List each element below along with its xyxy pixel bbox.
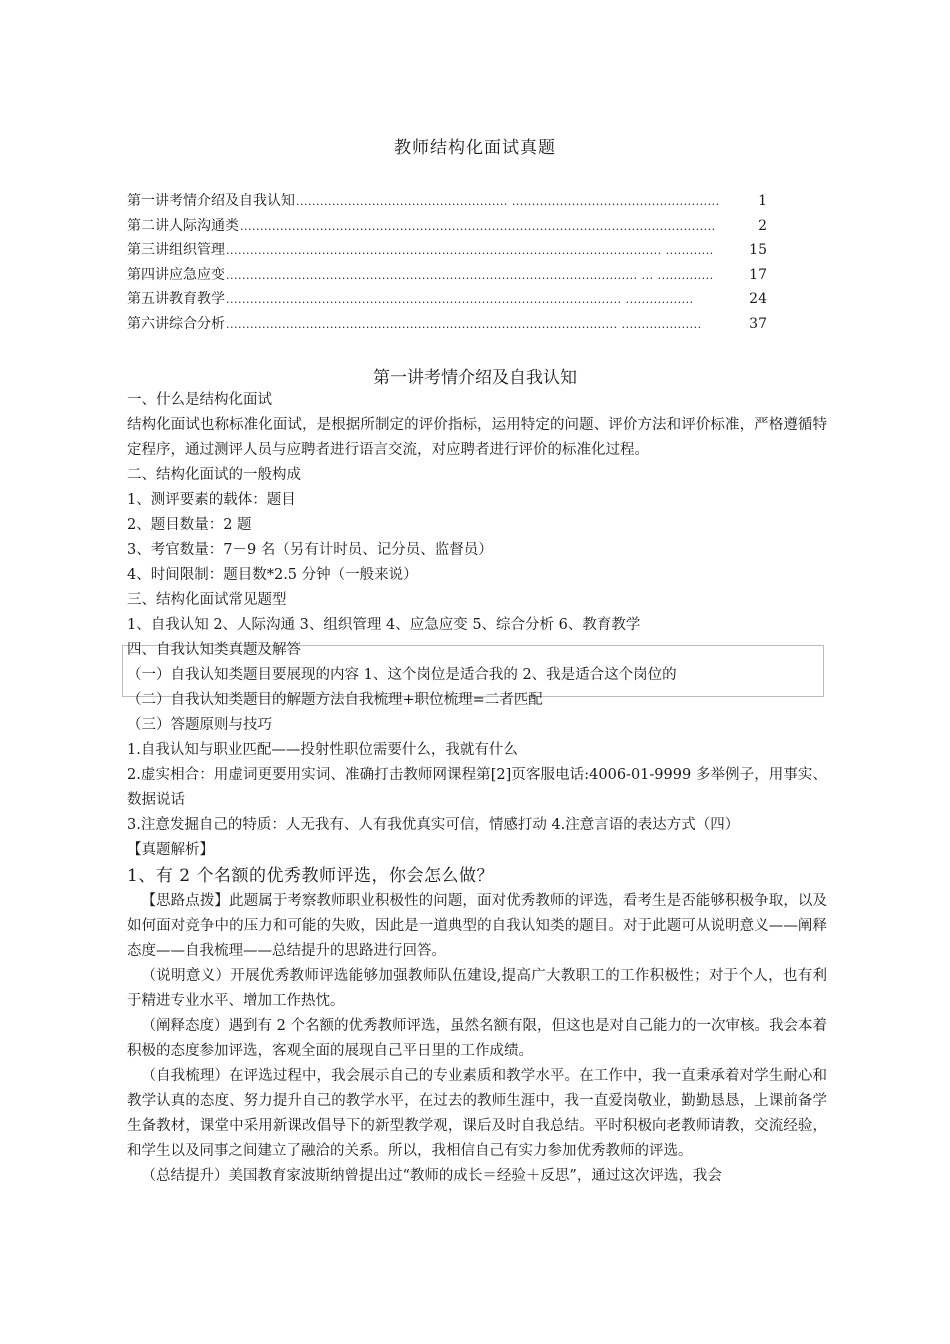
toc-page-number: 17	[749, 266, 767, 283]
toc-entry-label: 第二讲人际沟通类	[127, 217, 239, 234]
rule-1: 1.自我认知与职业匹配——投射性职位需要什么，我就有什么	[127, 742, 518, 758]
answer-paragraph: （阐释态度）遇到有 2 个名额的优秀教师评选，虽然名额有限，但这也是对自己能力的一次审核。我会本着积极的态度参加评选，客观全面的展现自己平日里的工作成绩。	[127, 1018, 827, 1059]
subsection-1: （一）自我认知类题目要展现的内容 1、这个岗位是适合我的 2、我是适合这个岗位的	[127, 667, 677, 683]
list-item: 1、测评要素的载体：题目	[127, 492, 296, 508]
answer-paragraph: （总结提升）美国教育家波斯纳曾提出过“教师的成长＝经验＋反思”，通过这次评选，我会	[141, 1168, 722, 1184]
question-types: 1、自我认知 2、人际沟通 3、组织管理 4、应急应变 5、综合分析 6、教育教学	[127, 617, 641, 633]
toc-page-number: 24	[749, 291, 767, 307]
section-title: 第一讲考情介绍及自我认知	[373, 368, 577, 388]
answer-paragraph: （说明意义）开展优秀教师评选能够加强教师队伍建设,提高广大教职工的工作积极性；对于个人，也有利于精进专业水平、增加工作热忱。	[127, 968, 827, 1009]
heading-4: 四、自我认知类真题及解答	[127, 642, 301, 658]
list-item: 3、考官数量：7－9 名（另有计时员、记分员、监督员）	[127, 542, 493, 558]
paragraph-definition: 结构化面试也称标准化面试，是根据所制定的评价指标，运用特定的问题、评价方法和评价标准，严格遵循特定程序，通过测评人员与应聘者进行语言交流，对应聘者进行评价的标准化过程。	[127, 417, 827, 458]
toc-entry[interactable]	[127, 313, 767, 338]
document-title: 教师结构化面试真题	[394, 138, 556, 158]
toc-entry[interactable]	[127, 239, 767, 264]
heading-1: 一、什么是结构化面试	[127, 392, 272, 408]
toc-entry-label: 第四讲应急应变	[127, 266, 225, 283]
analysis-heading: 【真题解析】	[127, 842, 214, 858]
toc-page-number: 2	[758, 217, 767, 234]
toc-leader-dots: ................................................................................................... .................	[226, 293, 694, 306]
subsection-3: （三）答题原则与技巧	[127, 717, 272, 733]
rule-2: 2.虚实相合：用虚词更要用实词、准确打击教师网课程第[2]页客服电话:4006-01-9999 多举例子，用事实、数据说话	[127, 767, 827, 808]
table-of-contents	[127, 190, 767, 337]
toc-entry-label: 第三讲组织管理	[127, 242, 225, 258]
toc-leader-dots: .......................................................................................................................	[240, 219, 716, 233]
section-body	[127, 388, 827, 1189]
toc-leader-dots: .................................................................................................. ....................	[226, 317, 702, 331]
toc-page-number: 1	[758, 193, 767, 209]
toc-entry-label: 第五讲教育教学	[127, 291, 225, 307]
toc-entry[interactable]	[127, 190, 767, 215]
answer-paragraph: （自我梳理）在评选过程中，我会展示自己的专业素质和教学水平。在工作中，我一直秉承着对学生耐心和教学认真的态度、努力提升自己的教学水平，在过去的教师生涯中，我一直爱岗敬业，勤勤恳恳，上课前备学生备教材，课堂中采用新课改倡导下的新型教学观，课后及时自我总结。平时积极向老教师请教，交流经验，和学生以及同事之间建立了融洽的关系。所以，我相信自己有实力参加优秀教师的评选。	[127, 1068, 827, 1159]
heading-3: 三、结构化面试常见题型	[127, 592, 287, 608]
rule-3: 3.注意发掘自己的特质：人无我有、人有我优真实可信，情感打动 4.注意言语的表达方式（四）	[127, 817, 740, 833]
answer-paragraph: 【思路点拨】此题属于考察教师职业积极性的问题，面对优秀教师的评选，看考生是否能够积极争取，以及如何面对竞争中的压力和可能的失败，因此是一道典型的自我认知类的题目。对于此题可从说明意义——阐释态度——自我梳理——总结提升的思路进行回答。	[127, 893, 827, 959]
heading-2: 二、结构化面试的一般构成	[127, 467, 301, 483]
toc-page-number: 15	[749, 242, 767, 258]
toc-entry-label: 第六讲综合分析	[127, 315, 225, 332]
list-item: 4、时间限制：题目数*2.5 分钟（一般来说）	[127, 567, 418, 583]
toc-entry[interactable]	[127, 288, 767, 313]
question-title: 1、有 2 个名额的优秀教师评选，你会怎么做？	[127, 866, 494, 886]
toc-leader-dots: ....................................................................................................... ... ..............	[226, 268, 714, 282]
toc-leader-dots: ............................................................................................................. ............	[226, 244, 714, 257]
subsection-2: （二）自我认知类题目的解题方法自我梳理+职位梳理=二者匹配	[127, 692, 543, 708]
toc-entry[interactable]	[127, 264, 767, 289]
toc-page-number: 37	[749, 315, 767, 332]
list-item: 2、题目数量：2 题	[127, 517, 252, 533]
toc-leader-dots: ..................................................... ....................................................	[296, 195, 720, 208]
toc-entry-label: 第一讲考情介绍及自我认知	[127, 193, 295, 209]
toc-entry[interactable]	[127, 215, 767, 240]
